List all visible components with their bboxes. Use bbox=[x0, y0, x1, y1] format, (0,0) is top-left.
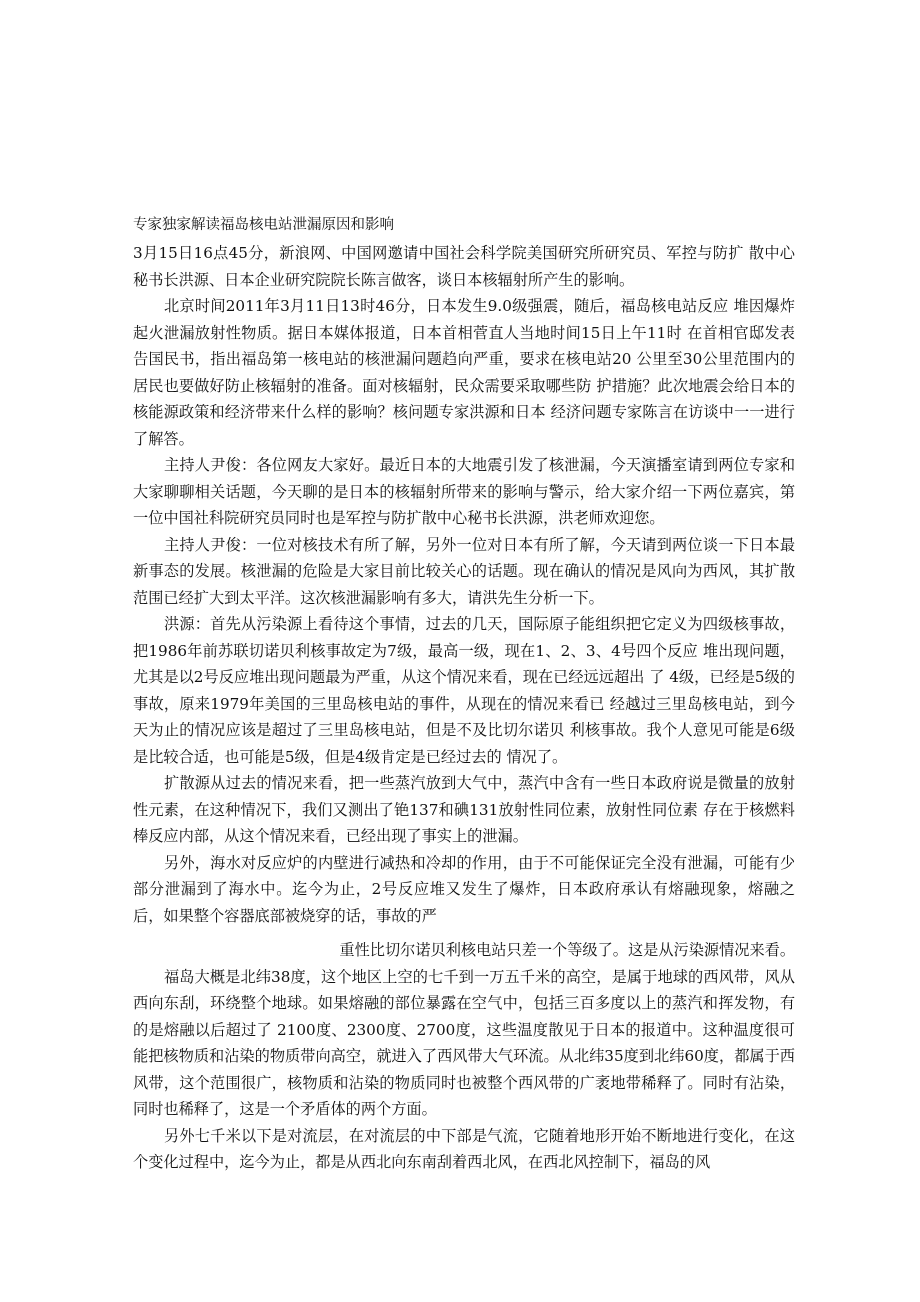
article-body-top bbox=[133, 240, 795, 929]
paragraph-host-question: 主持人尹俊：一位对核技术有所了解，另外一位对日本有所了解，今天请到两位谈一下日本最新事态的发展。核泄漏的危险是大家目前比较关心的话题。现在确认的情况是风向为西风，其扩散范围已经扩大到太平洋。这次核泄漏影响有多大，请洪先生分析一下。 bbox=[133, 535, 795, 607]
paragraph-continuation: 重性比切尔诺贝利核电站只差一个等级了。这是从污染源情况来看。 bbox=[339, 941, 795, 959]
paragraph-diffusion-source: 扩散源从过去的情况来看，把一些蒸汽放到大气中，蒸汽中含有一些日本政府说是微量的放射性元素，在这种情况下，我们又测出了铯137和碘131放射性同位素，放射性同位素 存在于核燃料棒反应内部，从这个情况来看，已经出现了事实上的泄漏。 bbox=[133, 774, 795, 845]
paragraph-host-welcome: 主持人尹俊：各位网友大家好。最近日本的大地震引发了核泄漏，今天演播室请到两位专家和大家聊聊相关话题，今天聊的是日本的核辐射所带来的影响与警示，给大家介绍一下两位嘉宾，第一位中国社科院研究员同时也是军控与防扩散中心秘书长洪源，洪老师欢迎您。 bbox=[133, 456, 795, 527]
paragraph-westerlies: 福岛大概是北纬38度，这个地区上空的七千到一万五千米的高空，是属于地球的西风带，风从西向东刮，环绕整个地球。如果熔融的部位暴露在空气中，包括三百多度以上的蒸汽和挥发物，有的是熔融以后超过了 2100度、2300度、2700度，这些温度散见于日本的报道中。这种温度很可能把核物质和沾染的物质带向高空，就进入了西风带大气环流。从北纬35度到北纬60度，都属于西风带，这个范围很广，核物质和沾染的物质同时也被整个西风带的广袤地带稀释了。同时有沾染，同时也稀释了，这是一个矛盾体的两个方面。 bbox=[133, 967, 795, 1118]
paragraph-hongyuan-answer: 洪源：首先从污染源上看待这个事情，过去的几天，国际原子能组织把它定义为四级核事故，把1986年前苏联切诺贝利核事故定为7级，最高一级，现在1、2、3、4号四个反应 堆出现问题，尤其是以2号反应堆出现问题最为严重，从这个情况来看，现在已经远远超出 了 4级，已经是5级的事故，原来1979年美国的三里岛核电站的事件，从现在的情况来看已 经越过三里岛核电站，到今天为止的情况应该是超过了三里岛核电站，但是不及比切尔诺贝 利核事故。我个人意见可能是6级是比较合适，也可能是5级，但是4级肯定是已经过去的 情况了。 bbox=[133, 615, 795, 766]
article-body-bottom bbox=[133, 937, 795, 1176]
paragraph-seawater: 另外，海水对反应炉的内壁进行减热和冷却的作用，由于不可能保证完全没有泄漏，可能有少部分泄漏到了海水中。迄今为止，2号反应堆又发生了爆炸，日本政府承认有熔融现象，熔融之后，如果整个容器底部被烧穿的话，事故的严 bbox=[133, 853, 795, 925]
paragraph-intro: 3月15日16点45分，新浪网、中国网邀请中国社会科学院美国研究所研究员、军控与防扩 散中心秘书长洪源、日本企业研究院院长陈言做客，谈日本核辐射所产生的影响。 bbox=[133, 244, 795, 289]
article-title: 专家独家解读福岛核电站泄漏原因和影响 bbox=[133, 217, 394, 233]
paragraph-background: 北京时间2011年3月11日13时46分，日本发生9.0级强震，随后，福岛核电站反应 堆因爆炸起火泄漏放射性物质。据日本媒体报道，日本首相菅直人当地时间15日上午11时 在首相官邸发表告国民书，指出福岛第一核电站的核泄漏问题趋向严重，要求在核电站20 公里至30公里范围内的居民也要做好防止核辐射的准备。面对核辐射，民众需要采取哪些防 护措施？此次地震会给日本的核能源政策和经济带来什么样的影响？核问题专家洪源和日本 经济问题专家陈言在访谈中一一进行了解答。 bbox=[133, 297, 795, 448]
paragraph-troposphere: 另外七千米以下是对流层，在对流层的中下部是气流，它随着地形开始不断地进行变化，在这个变化过程中，迄今为止，都是从西北向东南刮着西北风，在西北风控制下，福岛的风 bbox=[133, 1126, 795, 1171]
